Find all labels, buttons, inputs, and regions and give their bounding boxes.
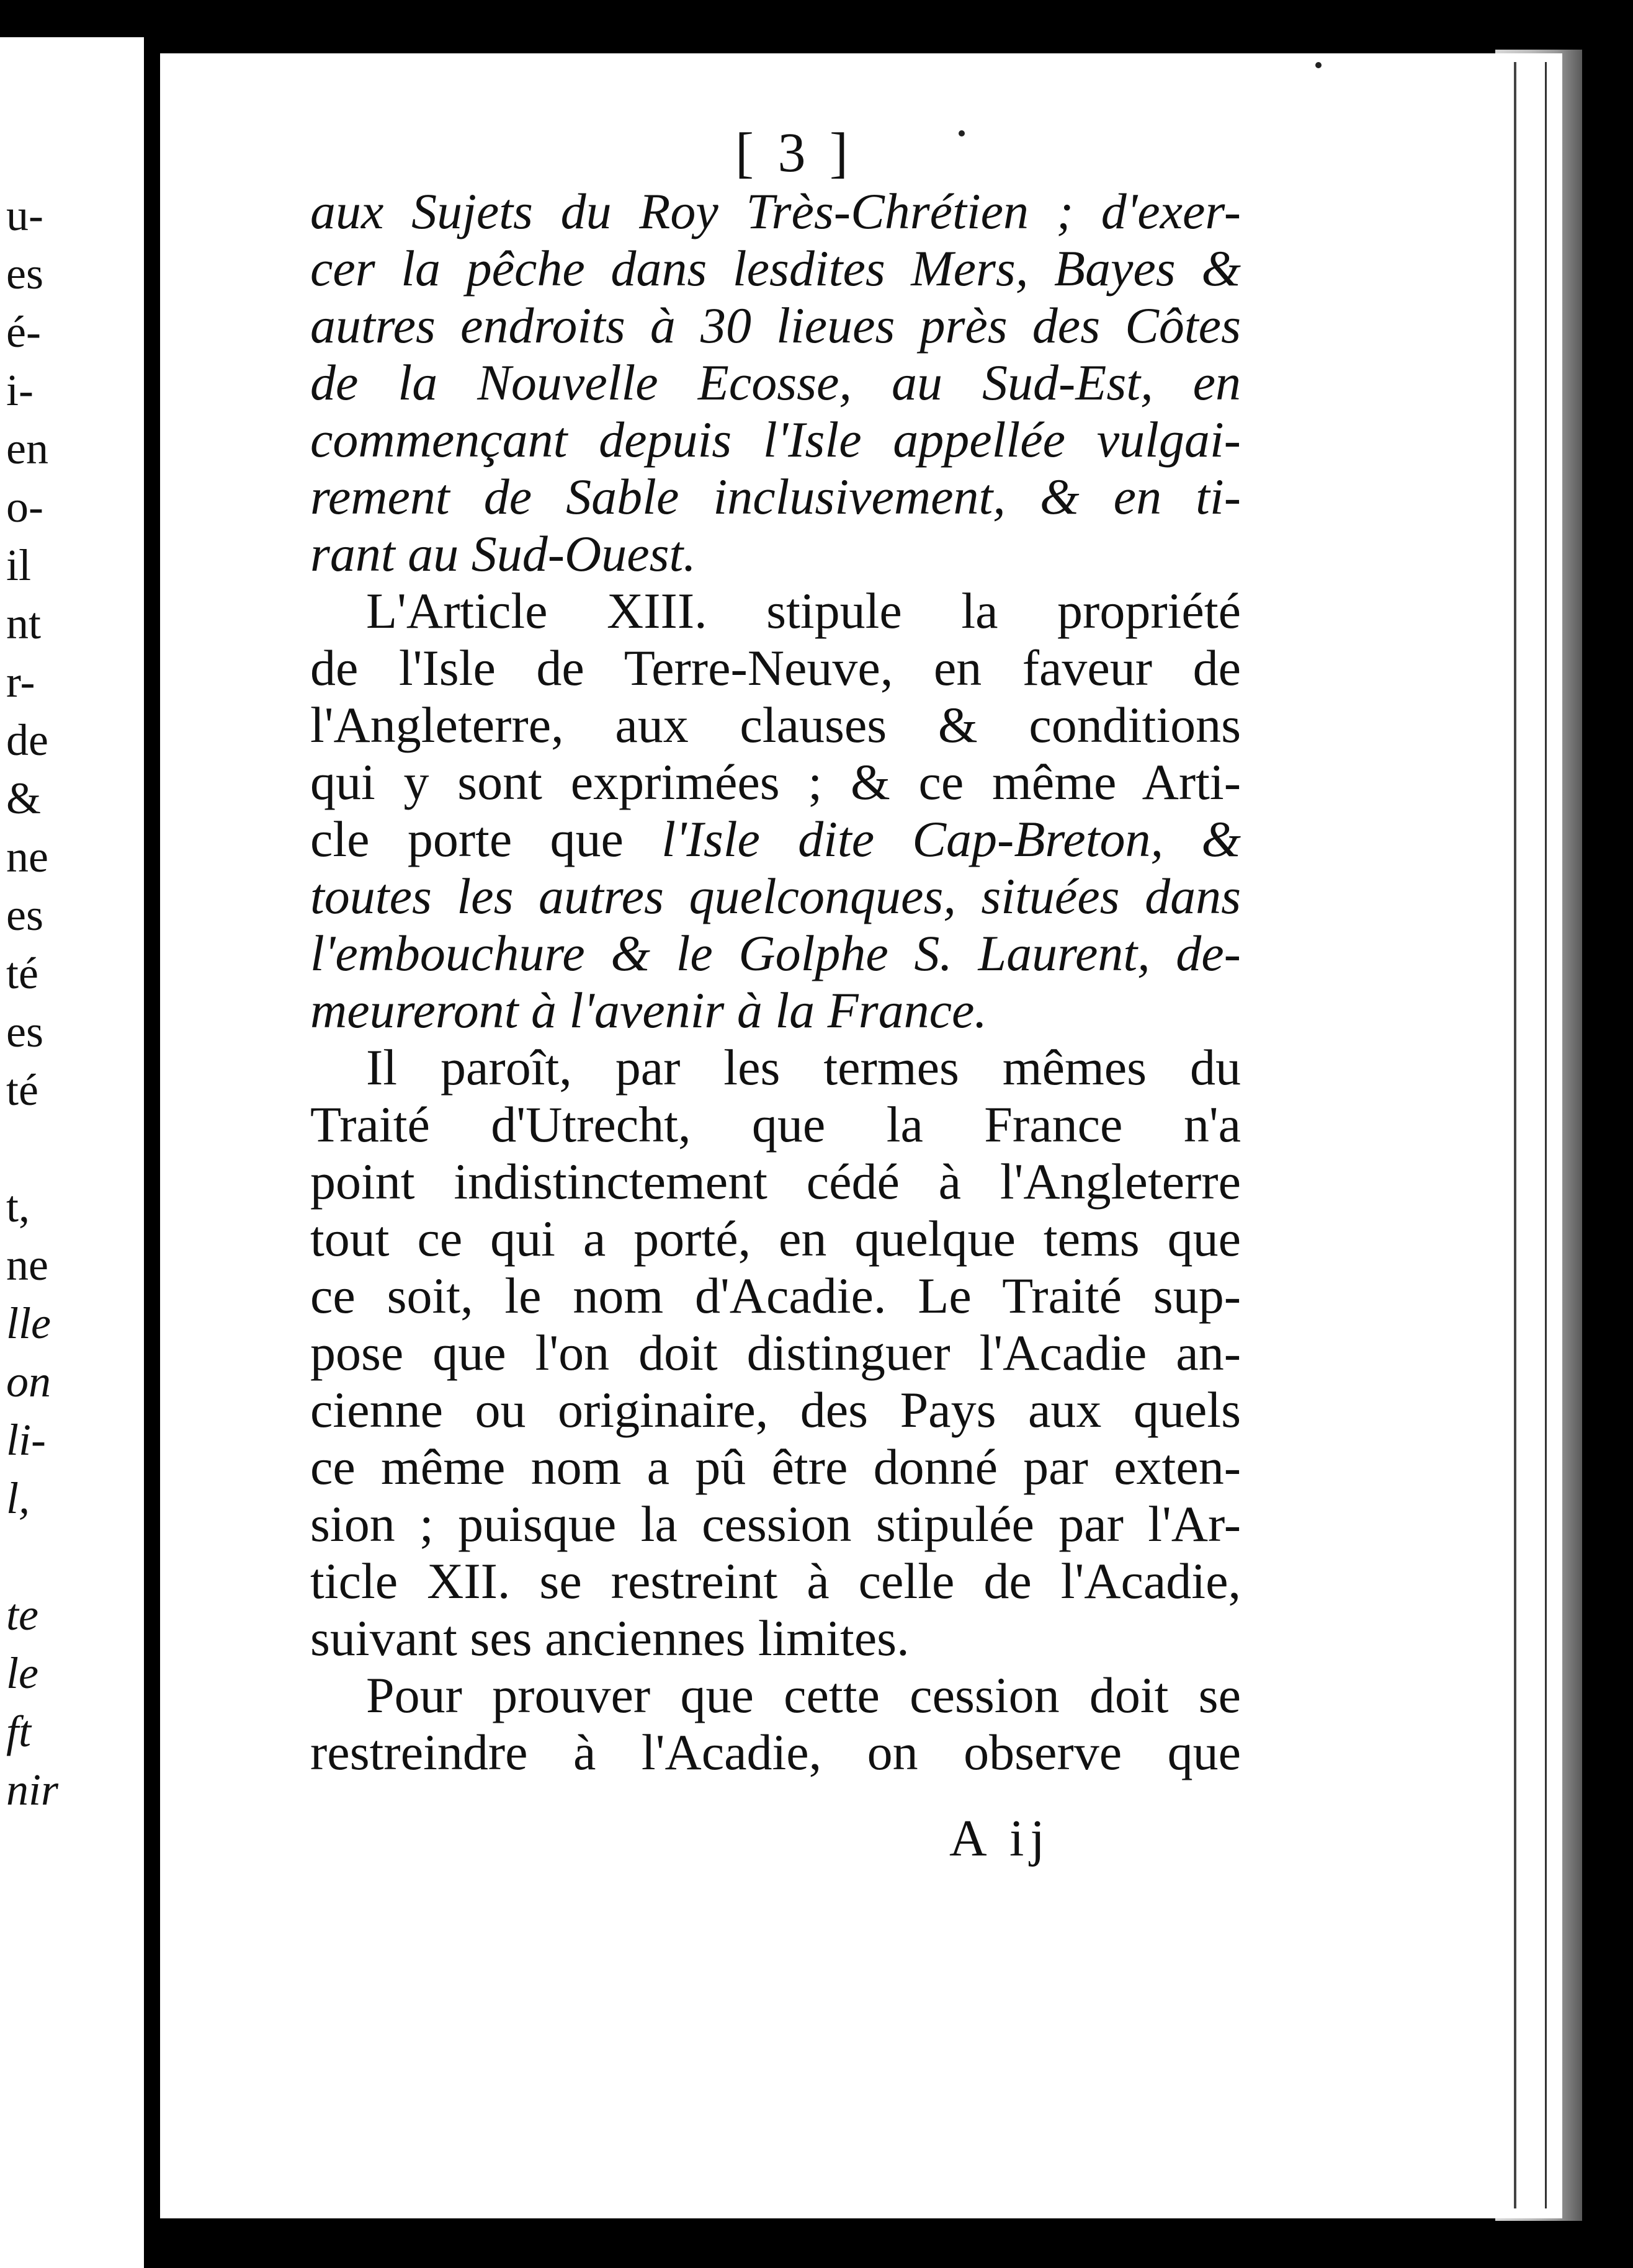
ink-speck xyxy=(1315,62,1322,68)
left-page-text-fragments xyxy=(6,186,81,1819)
left-page-fragment: é- xyxy=(6,307,41,357)
text-line: l'embouchure & le Golphe S. Laurent, de- xyxy=(310,925,1241,981)
text-span: cle porte que xyxy=(310,811,662,867)
body-text xyxy=(310,183,1241,1781)
catchword: A ij xyxy=(949,1810,1051,1867)
text-span-italic: l'Isle dite Cap-Breton, & xyxy=(661,811,1242,867)
left-page-fragment: & xyxy=(6,774,42,823)
text-line: aux Sujets du Roy Très-Chrétien ; d'exer- xyxy=(310,183,1241,239)
left-page-fragment: es xyxy=(6,249,43,298)
text-line: Pour prouver que cette cession doit se xyxy=(366,1667,1241,1723)
text-line: sion ; puisque la cession stipulée par l'Ar- xyxy=(310,1496,1241,1552)
left-page-fragment: es xyxy=(6,1007,43,1056)
text-line: pose que l'on doit distinguer l'Acadie an- xyxy=(310,1324,1241,1381)
text-line: Traité d'Utrecht, que la France n'a xyxy=(310,1096,1241,1153)
text-line: restreindre à l'Acadie, on observe que xyxy=(310,1724,1241,1780)
ink-speck xyxy=(959,130,965,136)
text-line: ce même nom a pû être donné par exten- xyxy=(310,1439,1241,1495)
left-page-fragment: té xyxy=(6,1065,38,1115)
text-line: autres endroits à 30 lieues près des Côtes xyxy=(310,297,1241,354)
left-page-fragment: de xyxy=(6,715,48,765)
left-page-fragment: on xyxy=(6,1357,51,1406)
text-line: qui y sont exprimées ; & ce même Arti- xyxy=(310,754,1241,810)
text-line: ticle XII. se restreint à celle de l'Acadie, xyxy=(310,1553,1241,1609)
left-page-fragment: il xyxy=(6,540,32,590)
text-line: rement de Sable inclusivement, & en ti- xyxy=(310,468,1241,525)
text-line: meureront à l'avenir à la France. xyxy=(310,982,987,1038)
left-page-fragment: li- xyxy=(6,1415,46,1465)
left-page-fragment: t, xyxy=(6,1182,30,1231)
text-line xyxy=(310,811,1241,868)
page-number: [ 3 ] xyxy=(735,122,853,184)
left-page-fragment xyxy=(6,1527,81,1586)
left-page-fragment: es xyxy=(6,890,43,940)
left-page-fragment: en xyxy=(6,424,48,473)
left-page-fragment: lle xyxy=(6,1298,51,1348)
left-page-fragment: té xyxy=(6,949,38,998)
text-line: cer la pêche dans lesdites Mers, Bayes & xyxy=(310,240,1241,297)
text-line: tout ce qui a porté, en quelque tems que xyxy=(310,1210,1241,1267)
left-page-fragment: nir xyxy=(6,1765,59,1815)
text-line: L'Article XIII. stipule la propriété xyxy=(366,583,1241,639)
text-line: point indistinctement cédé à l'Angleterre xyxy=(310,1153,1241,1210)
page-edge-line xyxy=(1545,62,1547,2208)
left-page-fragment: te xyxy=(6,1590,38,1640)
left-page-fragment: ne xyxy=(6,1240,48,1290)
text-line: commençant depuis l'Isle appellée vulgai- xyxy=(310,411,1241,468)
text-line: ce soit, le nom d'Acadie. Le Traité sup- xyxy=(310,1267,1241,1324)
left-page-fragment: nt xyxy=(6,599,42,648)
text-line: l'Angleterre, aux clauses & conditions xyxy=(310,697,1241,753)
text-line: de l'Isle de Terre-Neuve, en faveur de xyxy=(310,640,1241,696)
left-page-fragment: o- xyxy=(6,482,43,532)
page-edge-line xyxy=(1514,62,1516,2208)
text-line: toutes les autres quelconques, situées dans xyxy=(310,868,1241,924)
text-line: cienne ou originaire, des Pays aux quels xyxy=(310,1382,1241,1438)
left-page-fragment: u- xyxy=(6,190,43,240)
text-line: suivant ses anciennes limites. xyxy=(310,1610,910,1666)
left-facing-page xyxy=(0,37,144,2268)
left-page-fragment xyxy=(6,1119,81,1177)
left-page-fragment: ft xyxy=(6,1707,32,1756)
left-page-fragment: le xyxy=(6,1648,38,1698)
page-gutter xyxy=(144,37,160,2268)
left-page-fragment: r- xyxy=(6,657,35,707)
text-line: Il paroît, par les termes mêmes du xyxy=(366,1039,1241,1096)
left-page-fragment: l, xyxy=(6,1473,30,1523)
left-page-fragment: ne xyxy=(6,832,48,882)
text-line: de la Nouvelle Ecosse, au Sud-Est, en xyxy=(310,354,1241,411)
left-page-fragment: i- xyxy=(6,365,34,415)
text-line: rant au Sud-Ouest. xyxy=(310,525,696,582)
